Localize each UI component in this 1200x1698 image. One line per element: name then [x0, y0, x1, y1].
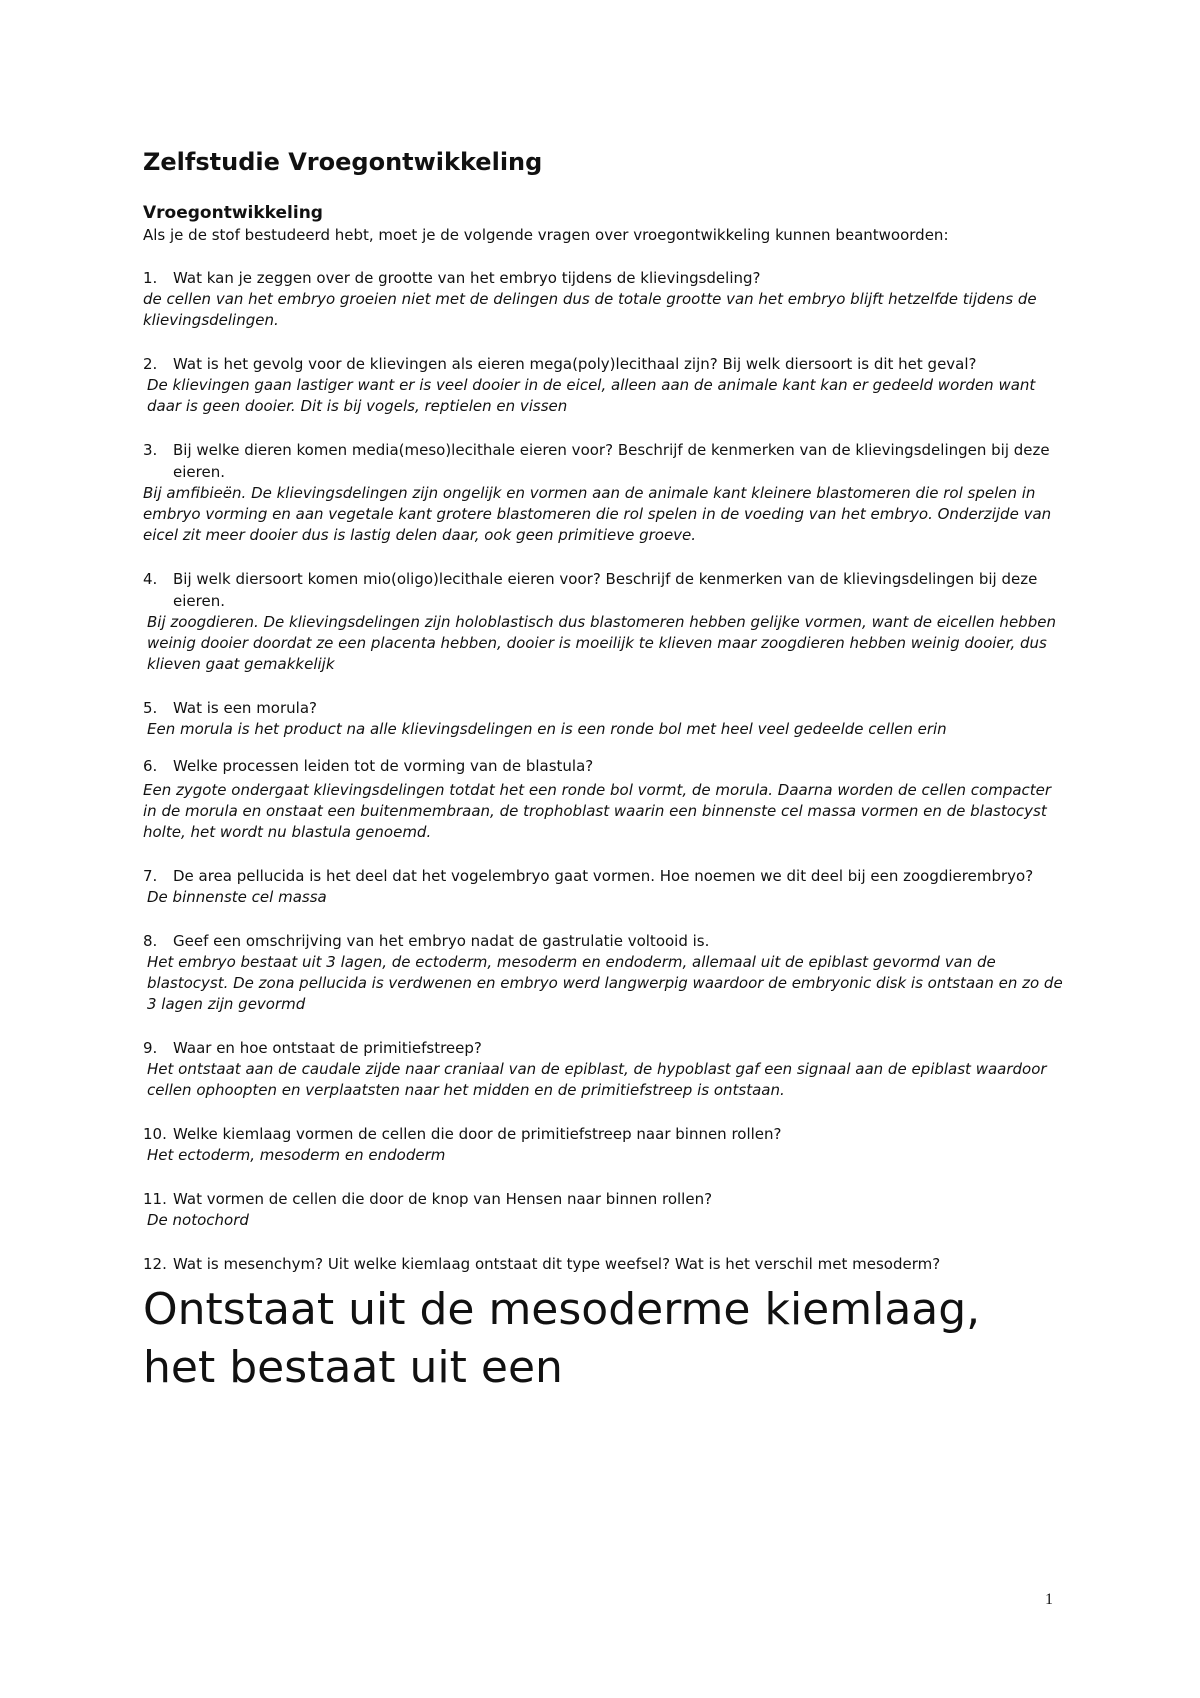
question-block-6	[143, 755, 1065, 843]
question-block-5	[143, 697, 1065, 740]
question-text: Wat is een morula?	[173, 699, 317, 717]
question-block-2	[143, 353, 1065, 417]
question-block-12	[143, 1253, 1065, 1397]
answer-11: De notochord	[147, 1211, 249, 1229]
answer-10: Het ectoderm, mesoderm en endoderm	[147, 1146, 446, 1164]
answer-1: de cellen van het embryo groeien niet met de delingen dus de totale grootte van het embryo blijft hetzelfde tijdens de klievingsdelingen.	[143, 290, 1037, 329]
question-block-10	[143, 1123, 1065, 1166]
question-number: 10.	[143, 1125, 167, 1143]
question-text: Welke kiemlaag vormen de cellen die door de primitiefstreep naar binnen rollen?	[173, 1125, 782, 1143]
question-block-8	[143, 930, 1065, 1015]
question-3	[143, 439, 1065, 483]
section-title: Vroegontwikkeling	[143, 203, 323, 223]
answer-12: Ontstaat uit de mesoderme kiemlaag, het bestaat uit een	[143, 1284, 981, 1393]
question-text: Bij welke dieren komen media(meso)lecithale eieren voor? Beschrijf de kenmerken van de klievingsdelingen bij deze eieren.	[173, 441, 1050, 481]
intro-text: Als je de stof bestudeerd hebt, moet je de volgende vragen over vroegontwikkeling kunnen beantwoorden:	[143, 226, 949, 244]
question-number: 8.	[143, 932, 158, 950]
question-12	[143, 1253, 1065, 1275]
document-title: Zelfstudie Vroegontwikkeling	[143, 148, 543, 176]
answer-3: Bij amfibieën. De klievingsdelingen zijn ongelijk en vormen aan de animale kant kleinere blastomeren die rol spelen in embryo vorming en aan vegetale kant grotere blastomeren die rol spelen in de voeding van het embryo. Onderzijde van eicel zit meer dooier dus is lastig delen daar, ook geen primitieve groeve.	[143, 484, 1052, 544]
question-text: Waar en hoe ontstaat de primitiefstreep?	[173, 1039, 482, 1057]
page-number: 1	[1045, 1591, 1053, 1608]
question-11	[143, 1188, 1065, 1210]
answer-7: De binnenste cel massa	[147, 888, 327, 906]
question-block-3	[143, 439, 1065, 546]
question-text: Wat vormen de cellen die door de knop van Hensen naar binnen rollen?	[173, 1190, 713, 1208]
question-number: 2.	[143, 355, 158, 373]
answer-5: Een morula is het product na alle klievingsdelingen en is een ronde bol met heel veel gedeelde cellen erin	[147, 720, 947, 738]
question-text: Wat kan je zeggen over de grootte van het embryo tijdens de klievingsdeling?	[173, 269, 761, 287]
question-text: Bij welk diersoort komen mio(oligo)lecithale eieren voor? Beschrijf de kenmerken van de klievingsdelingen bij deze eieren.	[173, 570, 1038, 610]
question-number: 4.	[143, 570, 158, 588]
question-text: Wat is het gevolg voor de klievingen als eieren mega(poly)lecithaal zijn? Bij welk diersoort is dit het geval?	[173, 355, 977, 373]
question-number: 6.	[143, 757, 158, 775]
question-block-7	[143, 865, 1065, 908]
question-5	[143, 697, 1065, 719]
answer-9: Het ontstaat aan de caudale zijde naar craniaal van de epiblast, de hypoblast gaf een signaal aan de epiblast waardoor cellen ophoopten en verplaatsten naar het midden en de primitiefstreep is ontstaan.	[147, 1060, 1047, 1099]
question-6	[143, 755, 1065, 777]
question-number: 12.	[143, 1255, 167, 1273]
question-number: 7.	[143, 867, 158, 885]
question-block-1	[143, 267, 1065, 331]
answer-6: Een zygote ondergaat klievingsdelingen totdat het een ronde bol vormt, de morula. Daarna worden de cellen compacter in de morula en onstaat een buitenmembraan, de trophoblast waarin een binnenste cel massa vormen en de blastocyst holte, het wordt nu blastula genoemd.	[143, 781, 1052, 841]
question-1	[143, 267, 1065, 289]
question-10	[143, 1123, 1065, 1145]
question-text: Geef een omschrijving van het embryo nadat de gastrulatie voltooid is.	[173, 932, 710, 950]
question-text: Welke processen leiden tot de vorming van de blastula?	[173, 757, 594, 775]
question-8	[143, 930, 1065, 952]
question-text: De area pellucida is het deel dat het vogelembryo gaat vormen. Hoe noemen we dit deel bij een zoogdierembryo?	[173, 867, 1034, 885]
question-text: Wat is mesenchym? Uit welke kiemlaag ontstaat dit type weefsel? Wat is het verschil met mesoderm?	[173, 1255, 941, 1273]
answer-8: Het embryo bestaat uit 3 lagen, de ectoderm, mesoderm en endoderm, allemaal uit de epiblast gevormd van de blastocyst. De zona pellucida is verdwenen en embryo werd langwerpig waardoor de embryonic disk is ontstaan en zo de 3 lagen zijn gevormd	[147, 953, 1063, 1013]
question-block-11	[143, 1188, 1065, 1231]
question-number: 1.	[143, 269, 158, 287]
question-4	[143, 568, 1065, 612]
question-number: 3.	[143, 441, 158, 459]
question-number: 5.	[143, 699, 158, 717]
question-9	[143, 1037, 1065, 1059]
answer-2: De klievingen gaan lastiger want er is veel dooier in de eicel, alleen aan de animale kant kan er gedeeld worden want daar is geen dooier. Dit is bij vogels, reptielen en vissen	[147, 376, 1036, 415]
question-block-4	[143, 568, 1065, 675]
question-number: 11.	[143, 1190, 167, 1208]
answer-4: Bij zoogdieren. De klievingsdelingen zijn holoblastisch dus blastomeren hebben gelijke vormen, want de eicellen hebben weinig dooier doordat ze een placenta hebben, dooier is moeilijk te klieven maar zoogdieren hebben weinig dooier, dus klieven gaat gemakkelijk	[147, 613, 1056, 673]
question-2	[143, 353, 1065, 375]
question-block-9	[143, 1037, 1065, 1101]
question-7	[143, 865, 1065, 887]
question-number: 9.	[143, 1039, 158, 1057]
document-content	[143, 147, 1065, 1441]
